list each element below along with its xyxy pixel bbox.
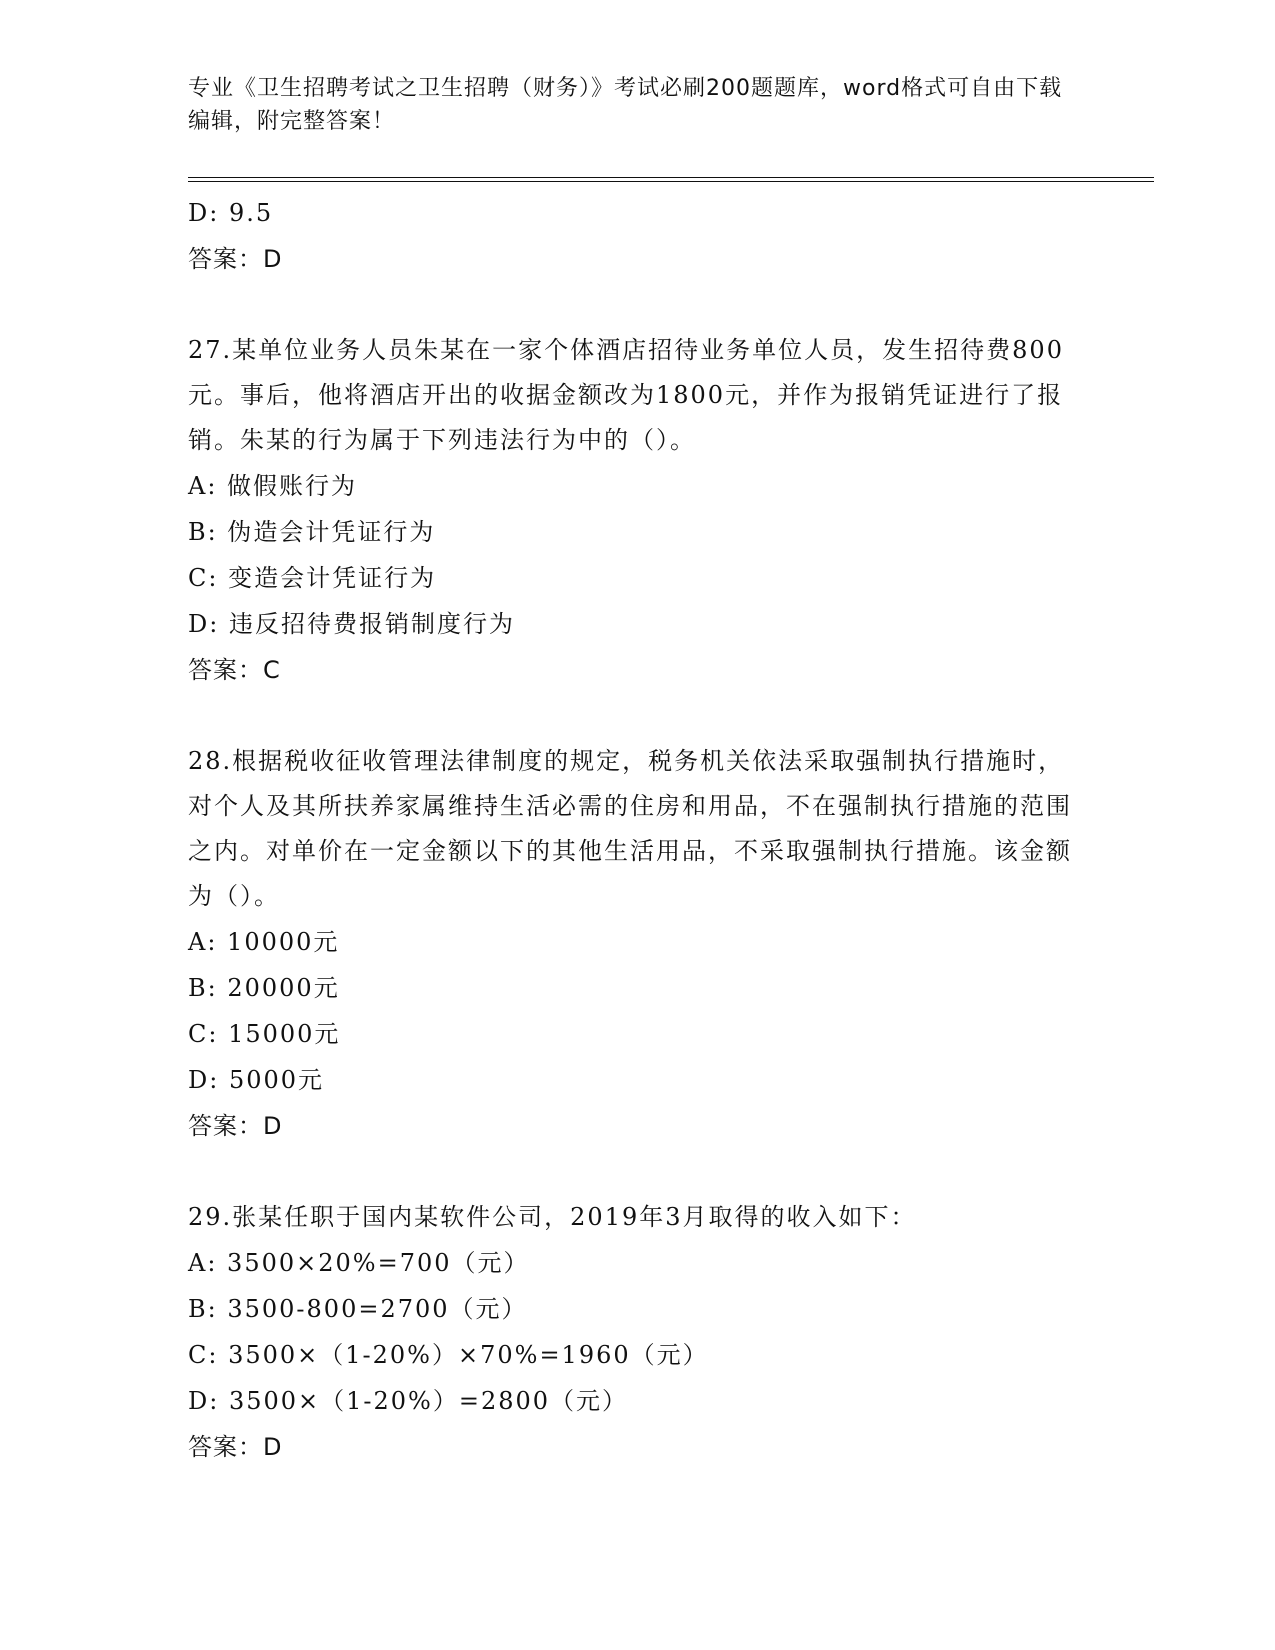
question-27 bbox=[188, 328, 1088, 693]
option-c: C: 变造会计凭证行为 bbox=[188, 564, 437, 592]
answer: 答案：D bbox=[188, 1433, 283, 1461]
option-b: B: 3500-800=2700（元） bbox=[188, 1295, 528, 1323]
option-b: B: 伪造会计凭证行为 bbox=[188, 518, 436, 546]
option-d: D: 3500×（1-20%）=2800（元） bbox=[188, 1387, 629, 1415]
question-28 bbox=[188, 739, 1088, 1149]
option-b: B: 20000元 bbox=[188, 974, 340, 1002]
option-c: C: 15000元 bbox=[188, 1020, 341, 1048]
page-header: 专业《卫生招聘考试之卫生招聘（财务）》考试必刷200题题库，word格式可自由下载编辑，附完整答案！ bbox=[188, 76, 1063, 134]
option-a: A: 做假账行为 bbox=[188, 472, 358, 500]
question-29 bbox=[188, 1195, 1088, 1470]
option-a: A: 10000元 bbox=[188, 928, 340, 956]
document-body bbox=[188, 190, 1088, 1470]
question-text: 29.张某任职于国内某软件公司，2019年3月取得的收入如下： bbox=[188, 1203, 917, 1231]
answer: 答案：D bbox=[188, 1112, 283, 1140]
header-divider bbox=[188, 177, 1154, 182]
question-text: 28.根据税收征收管理法律制度的规定，税务机关依法采取强制执行措施时，对个人及其所扶养家属维持生活必需的住房和用品，不在强制执行措施的范围之内。对单价在一定金额以下的其他生活用品，不采取强制执行措施。该金额为（）。 bbox=[188, 747, 1072, 910]
option-d: D: 5000元 bbox=[188, 1066, 325, 1094]
answer: 答案：C bbox=[188, 656, 281, 684]
option-a: A: 3500×20%=700（元） bbox=[188, 1249, 530, 1277]
option-d: D: 违反招待费报销制度行为 bbox=[188, 610, 515, 638]
question-text: 27.某单位业务人员朱某在一家个体酒店招待业务单位人员，发生招待费800元。事后，他将酒店开出的收据金额改为1800元，并作为报销凭证进行了报销。朱某的行为属于下列违法行为中的（）。 bbox=[188, 336, 1064, 454]
option-d: D: 9.5 bbox=[188, 199, 274, 227]
option-c: C: 3500×（1-20%）×70%=1960（元） bbox=[188, 1341, 709, 1369]
answer: 答案：D bbox=[188, 245, 283, 273]
